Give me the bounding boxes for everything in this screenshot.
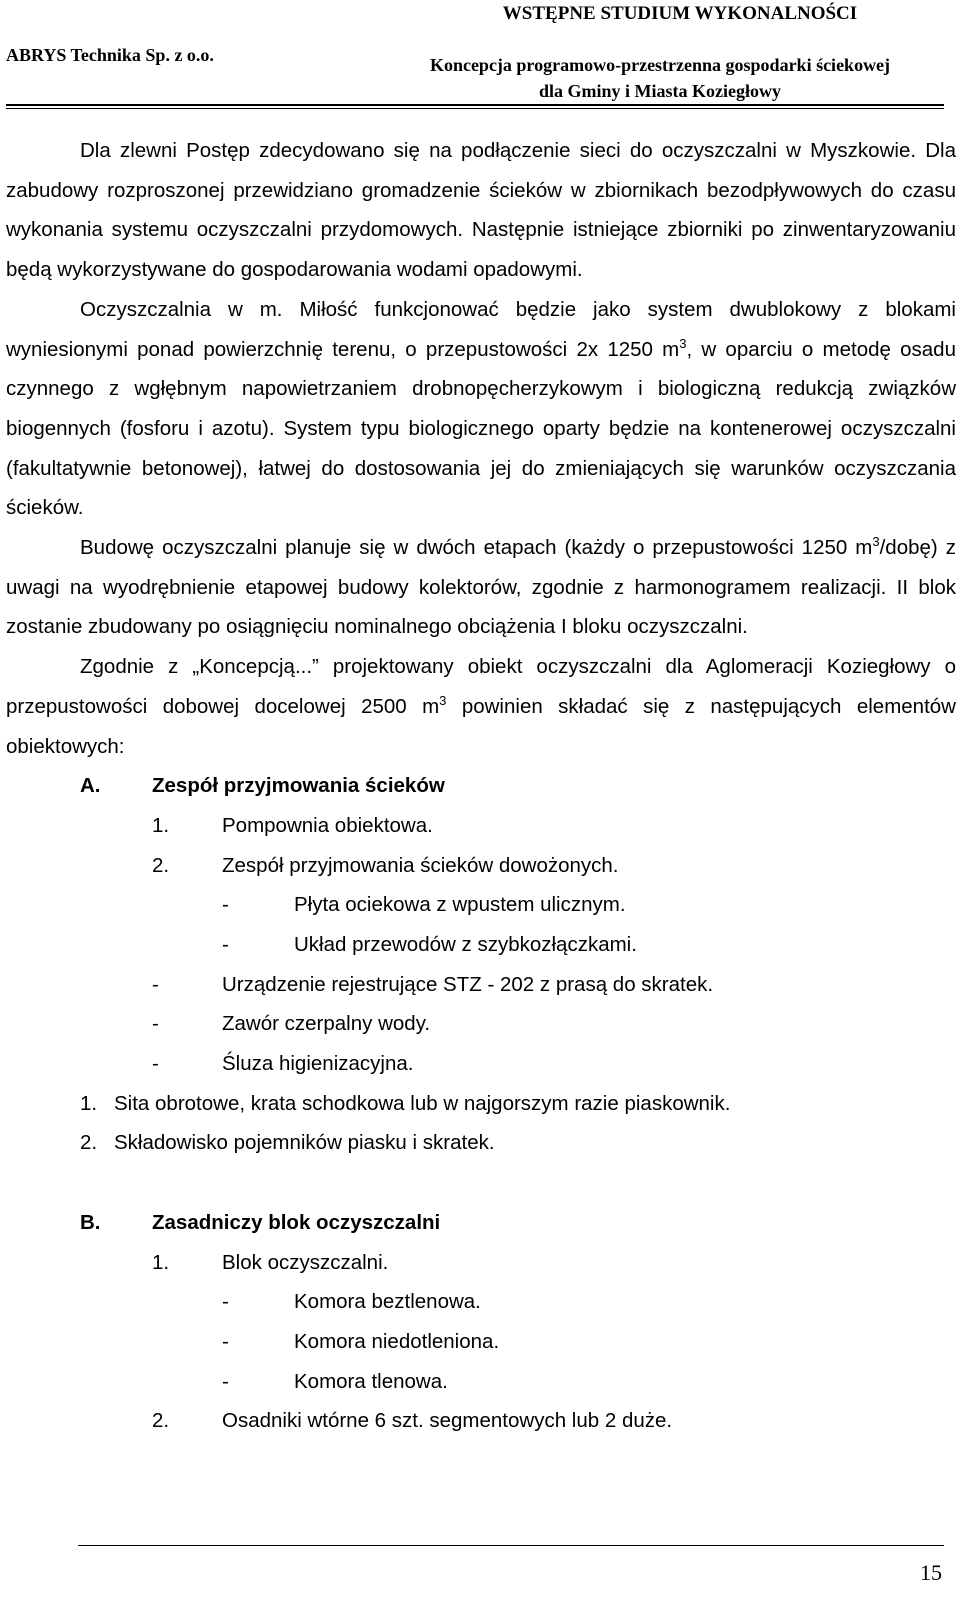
list-item-text: Składowisko pojemników piasku i skratek. [114,1131,495,1155]
list-item-text: Sita obrotowe, krata schodkowa lub w najgorszym razie piaskownik. [114,1091,731,1115]
list-marker: 2. [152,853,170,877]
paragraph-text: Zgodnie z „Koncepcją...” projektowany obiekt oczyszczalni dla Aglomeracji Koziegłowy o przepustowości dobowej docelowej 2500 m [6,655,956,718]
section-marker: A. [80,774,101,798]
paragraph-text: Oczyszczalnia w m. Miłość funkcjonować będzie jako system dwublokowy z blokami wyniesionymi ponad powierzchnię terenu, o przepustowości 2x 1250 m [6,297,956,361]
company-name: ABRYS Technika Sp. z o.o. [6,45,214,65]
list-item-text: Blok oczyszczalni. [222,1250,389,1274]
paragraph-text: powinien składać się z następujących elementów obiektowych: [6,694,956,758]
concept-title-line-1: Koncepcja programowo-przestrzenna gospodarki ściekowej [429,55,891,75]
list-item [6,1282,956,1322]
list-item [6,965,956,1005]
list-marker: - [222,1329,229,1353]
list-marker: - [222,893,229,917]
list-item-text: Układ przewodów z szybkozłączkami. [294,933,637,956]
list-item-text: Urządzenie rejestrujące STZ - 202 z prasą do skratek. [222,972,714,996]
superscript: 3 [679,335,687,351]
header-rule-thick [6,104,944,106]
list-item-text: Komora beztlenowa. [294,1290,481,1314]
paragraph-text: /dobę) z uwagi na wyodrębnienie etapowej budowy kolektorów, zgodnie z harmonogramem realizacji. II blok zostanie zbudowany po osiągnięciu nominalnego obciążenia I bloku oczyszczalni. [6,536,956,639]
list-item-text: Osadniki wtórne 6 szt. segmentowych lub 2 duże. [222,1409,673,1433]
list-item-text: Śluza higienizacyjna. [222,1052,414,1076]
list-marker: - [152,972,159,996]
section-a-heading [6,766,956,806]
concept-title-line-2: dla Gminy i Miasta Koziegłowy [539,81,781,101]
superscript: 3 [439,693,447,709]
list-item-text: Płyta ociekowa z wpustem ulicznym. [294,893,626,917]
list-item [6,1123,956,1163]
paragraph-construction-stages [6,528,956,647]
section-marker: B. [80,1210,101,1234]
list-item [6,1322,956,1362]
study-title: WSTĘPNE STUDIUM WYKONALNOŚCI [502,3,858,24]
concept-title [360,52,960,104]
header-rule-thin [6,108,944,109]
list-item-text: Pompownia obiektowa. [222,813,433,837]
list-item [6,846,956,886]
section-title: Zasadniczy blok oczyszczalni [152,1210,441,1234]
section-title: Zespół przyjmowania ścieków [152,774,445,798]
list-item-text: Komora tlenowa. [294,1369,448,1393]
list-marker: 2. [152,1409,170,1433]
list-marker: 1. [152,1250,170,1274]
list-item [6,1401,956,1441]
list-item-text: Zespół przyjmowania ścieków dowożonych. [222,853,619,877]
list-marker: - [152,1012,159,1036]
list-item [6,1044,956,1084]
paragraph-treatment-plant [6,290,956,528]
page-number: 15 [920,1560,942,1585]
list-item [6,885,956,925]
paragraph-concept-elements [6,647,956,766]
list-marker: - [222,1369,229,1393]
list-item-text: Komora niedotleniona. [294,1329,500,1353]
list-item [6,1362,956,1402]
list-item-text: Zawór czerpalny wody. [222,1012,431,1036]
list-item [6,1084,956,1124]
list-item [6,925,956,965]
section-spacer [6,1163,956,1203]
superscript: 3 [872,534,880,550]
paragraph-postep-catchment: Dla zlewni Postęp zdecydowano się na podłączenie sieci do oczyszczalni w Myszkowie. Dla zabudowy rozproszonej przewidziano gromadzenie ścieków w zbiornikach bezodpływowych do czasu wykonania systemu oczyszczalni przydomowych. Następnie istniejące zbiorniki po zinwentaryzowaniu będą wykorzystywane do gospodarowania wodami opadowymi. [6,139,956,282]
list-marker: - [222,1290,229,1314]
list-marker: - [222,933,229,956]
paragraph-text: Budowę oczyszczalni planuje się w dwóch etapach (każdy o przepustowości 1250 m [80,536,873,560]
list-marker: 1. [80,1091,98,1115]
page-header [0,0,960,112]
list-marker: 1. [152,813,170,837]
list-item [6,1004,956,1044]
list-item [6,806,956,846]
list-marker: 2. [80,1131,98,1155]
section-b-heading [6,1203,956,1243]
list-marker: - [152,1052,159,1076]
document-body [6,131,956,1441]
footer-rule [78,1545,944,1546]
paragraph-text: , w oparciu o metodę osadu czynnego z wgłębnym napowietrzaniem drobnopęcherzykowym i biologiczną redukcją związków biogennych (fosforu i azotu). System typu biologicznego oparty będzie na kontenerowej oczyszczalni (fakultatywnie betonowej), łatwej do dostosowania jej do zmieniających się warunków oczyszczania ścieków. [6,337,956,520]
list-item [6,1243,956,1283]
